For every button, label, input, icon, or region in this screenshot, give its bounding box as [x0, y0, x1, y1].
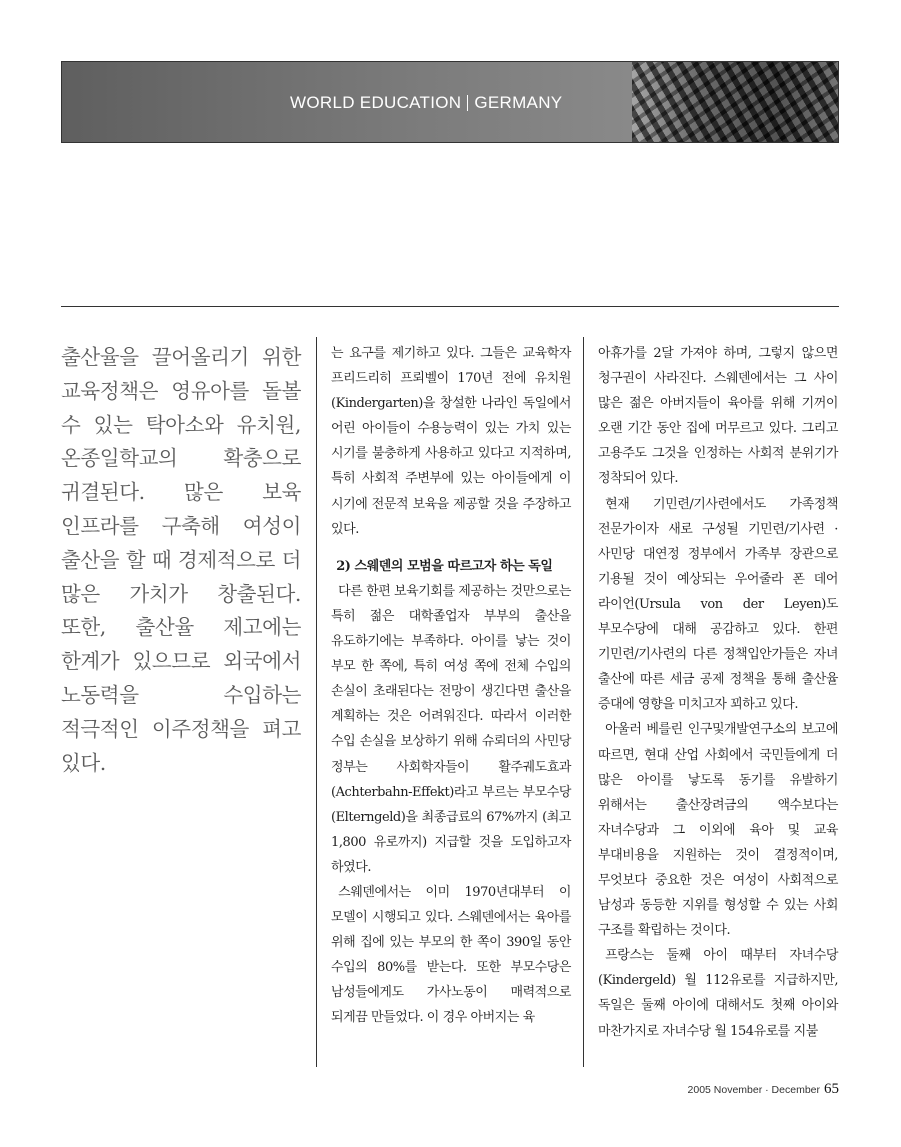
paragraph: 스웨덴에서는 이미 1970년대부터 이 모델이 시행되고 있다. 스웨덴에서는 육아를 위해 집에 있는 부모의 한 쪽이 390일 동안 수입의 80%를 받는다. 또한 부모수당은 남성들에게도 가사노동이 매력적으로 되게끔 만들었다. 이 경우 아버지는 육: [331, 884, 571, 1026]
article-column-1: [331, 341, 571, 1031]
pull-quote: 출산율을 끌어올리기 위한 교육정책은 영유아를 돌볼 수 있는 탁아소와 유치원, 온종일학교의 확충으로 귀결된다. 많은 보육 인프라를 구축해 여성이 출산을 할 때 경제적으로 더 많은 가치가 창출된다. 또한, 출산율 제고에는 한계가 있으므로 외국에서 노동력을 수입하는 적극적인 이주정책을 펴고 있다.: [61, 345, 301, 775]
paragraph: 아울러 베를린 인구및개발연구소의 보고에 따르면, 현대 산업 사회에서 국민들에게 더 많은 아이를 낳도록 동기를 유발하기 위해서는 출산장려금의 액수보다는 자녀수당과 그 이외에 육아 및 교육 부대비용을 지원하는 것이 결정적이며, 무엇보다 중요한 것은 여성이 사회적으로 남성과 동등한 지위를 형성할 수 있는 사회 구조를 확립하는 것이다.: [598, 722, 838, 939]
section-header-band: [61, 61, 839, 143]
page-number: 65: [824, 1081, 839, 1097]
title-separator: [467, 95, 468, 111]
paragraph: 아휴가를 2달 가져야 하며, 그렇지 않으면 청구권이 사라진다. 스웨덴에서는 그 사이 많은 젊은 아버지들이 육아를 위해 기꺼이 오랜 기간 동안 집에 머무르고 있다. 그리고 고용주도 그것을 인정하는 사회적 분위기가 정착되어 있다.: [598, 346, 838, 487]
paragraph: 는 요구를 제기하고 있다. 그들은 교육학자 프리드리히 프뢰벨이 170년 전에 유치원(Kindergarten)을 창설한 나라인 독일에서 어린 아이들이 수용능력이 있는 가치 있는 시기를 불충하게 사용하고 있다고 지적하며, 특히 사회적 주변부에 있는 아이들에게 이 시기에 전문적 보육을 제공할 것을 주장하고 있다.: [331, 346, 571, 537]
header-photo: [632, 62, 838, 142]
column-divider: [316, 337, 317, 1067]
horizontal-rule: [61, 306, 839, 307]
paragraph: 현재 기민련/기사련에서도 가족정책 전문가이자 새로 구성될 기민련/기사련 · 사민당 대연정 정부에서 가족부 장관으로 기용될 것이 예상되는 우어줄라 폰 데어 라이언(Ursula von der Leyen)도 부모수당에 대해 공감하고 있다. 한편 기민련/기사련의 다른 정책입안가들은 자녀 출산에 따른 세금 공제 정책을 통해 출산율 증대에 영향을 미치고자 꾀하고 있다.: [598, 496, 838, 713]
country-name: GERMANY: [474, 93, 563, 112]
section-title: [290, 92, 562, 114]
subheading: 2) 스웨덴의 모범을 따르고자 하는 독일: [336, 558, 553, 574]
article-column-2: [598, 341, 838, 1044]
section-name: WORLD EDUCATION: [290, 93, 462, 112]
column-divider: [583, 337, 584, 1067]
issue-date: 2005 November · December: [687, 1084, 820, 1096]
page-footer: [688, 1081, 839, 1101]
paragraph: 프랑스는 둘째 아이 때부터 자녀수당(Kindergeld) 월 112유로를 지급하지만, 독일은 둘째 아이에 대해서도 첫째 아이와 마찬가지로 자녀수당 월 154유로를 지불: [598, 948, 838, 1039]
paragraph: 다른 한편 보육기회를 제공하는 것만으로는 특히 젊은 대학졸업자 부부의 출산을 유도하기에는 부족하다. 아이를 낳는 것이 부모 한 쪽에, 특히 여성 쪽에 전체 수입의 손실이 초래된다는 전망이 생긴다면 출산을 계획하는 것은 어려워진다. 따라서 이러한 수입 손실을 보상하기 위해 슈뢰더의 사민당 정부는 사회학자들이 활주궤도효과(Achterbahn-Effekt)라고 부르는 부모수당(Elterngeld)을 최종급료의 67%까지 (최고 1,800 유로까지) 지급할 것을 도입하고자 하였다.: [331, 583, 571, 875]
